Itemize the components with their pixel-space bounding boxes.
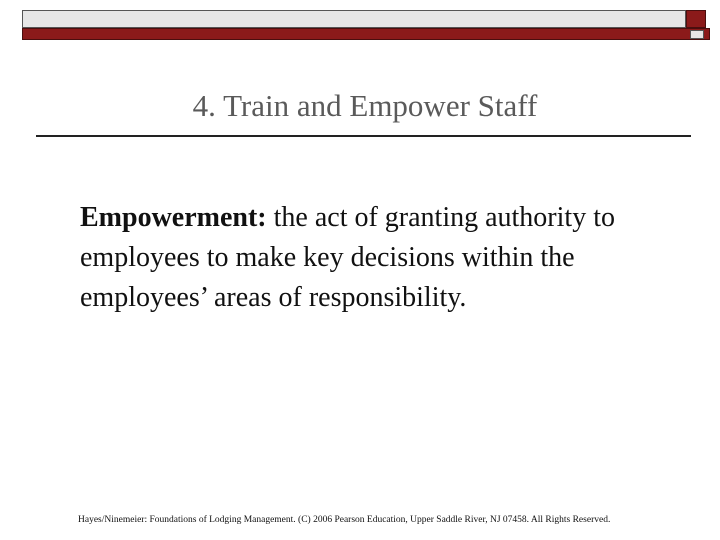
corner-gray-square — [690, 30, 704, 39]
definition-term: Empowerment: — [80, 202, 267, 233]
header-red-stripe — [22, 28, 710, 40]
title-divider — [36, 135, 691, 137]
header-gray-band — [22, 10, 686, 28]
footer-copyright: Hayes/Ninemeier: Foundations of Lodging Management. (C) 2006 Pearson Education, Upper Saddle River, NJ 07458. All Rights Reserved. — [78, 515, 611, 525]
corner-red-square — [686, 10, 706, 28]
definition-paragraph — [80, 198, 700, 318]
definition-text: the act of granting authority to employees to make key decisions within the employees’ areas of responsibility. — [80, 202, 615, 313]
slide-title: 4. Train and Empower Staff — [192, 88, 538, 123]
